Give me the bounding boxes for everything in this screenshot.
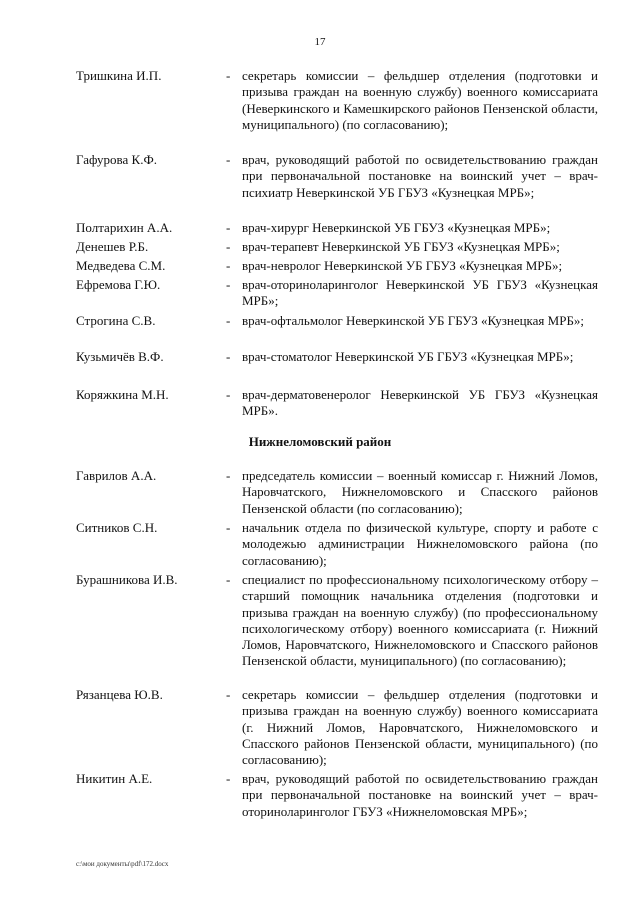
member-role: врач-офтальмолог Неверкинской УБ ГБУЗ «Кузнецкая МРБ»; xyxy=(242,313,585,328)
dash-separator: - xyxy=(226,572,231,587)
member-name: Коряжкина М.Н. xyxy=(76,387,169,402)
file-path-footer: c:\мои документы\pdf\172.docx xyxy=(76,860,169,868)
member-role: врач-хирург Неверкинской УБ ГБУЗ «Кузнецкая МРБ»; xyxy=(242,220,551,235)
member-name: Кузьмичёв В.Ф. xyxy=(76,349,164,364)
member-role: секретарь комиссии – фельдшер отделения (подготовки и призыва граждан на военную службу) военного комиссариата (г. Нижний Ломов, Наровчатского, Нижнеломовского и Спасского районов Пензенской области, муниципального) (по согласованию); xyxy=(242,687,598,768)
member-name: Тришкина И.П. xyxy=(76,68,162,83)
member-role: врач-оториноларинголог Неверкинской УБ ГБУЗ «Кузнецкая МРБ»; xyxy=(242,277,598,309)
member-role: врач-стоматолог Неверкинской УБ ГБУЗ «Кузнецкая МРБ»; xyxy=(242,349,574,364)
member-role: врач, руководящий работой по освидетельствованию граждан при первоначальной постановке на воинский учет – врач-психиатр Неверкинской УБ ГБУЗ «Кузнецкая МРБ»; xyxy=(242,152,598,200)
page-number: 17 xyxy=(314,36,326,48)
member-role: врач-невролог Неверкинской УБ ГБУЗ «Кузнецкая МРБ»; xyxy=(242,258,563,273)
dash-separator: - xyxy=(226,277,231,292)
member-name: Медведева С.М. xyxy=(76,258,166,273)
dash-separator: - xyxy=(226,687,231,702)
dash-separator: - xyxy=(226,771,231,786)
member-name: Ефремова Г.Ю. xyxy=(76,277,161,292)
member-name: Рязанцева Ю.В. xyxy=(76,687,163,702)
section-title: Нижнеломовский район xyxy=(248,434,392,449)
dash-separator: - xyxy=(226,239,231,254)
dash-separator: - xyxy=(226,520,231,535)
member-name: Строгина С.В. xyxy=(76,313,156,328)
dash-separator: - xyxy=(226,387,231,402)
member-role: секретарь комиссии – фельдшер отделения (подготовки и призыва граждан на военную службу) военного комиссариата (Неверкинского и Камешкирского районов Пензенской области, муниципального) (по согласованию); xyxy=(242,68,598,132)
dash-separator: - xyxy=(226,258,231,273)
member-name: Денешев Р.Б. xyxy=(76,239,149,254)
dash-separator: - xyxy=(226,468,231,483)
dash-separator: - xyxy=(226,220,231,235)
member-role: врач, руководящий работой по освидетельствованию граждан при первоначальной постановке на воинский учет – врач-оториноларинголог ГБУЗ «Нижнеломовская МРБ»; xyxy=(242,771,598,819)
dash-separator: - xyxy=(226,349,231,364)
dash-separator: - xyxy=(226,68,231,83)
member-name: Гаврилов А.А. xyxy=(76,468,157,483)
member-name: Полтарихин А.А. xyxy=(76,220,173,235)
member-role: врач-терапевт Неверкинской УБ ГБУЗ «Кузнецкая МРБ»; xyxy=(242,239,560,254)
dash-separator: - xyxy=(226,152,231,167)
member-name: Никитин А.Е. xyxy=(76,771,153,786)
member-role: врач-дерматовенеролог Неверкинской УБ ГБУЗ «Кузнецкая МРБ». xyxy=(242,387,598,419)
member-name: Гафурова К.Ф. xyxy=(76,152,157,167)
member-name: Бурашникова И.В. xyxy=(76,572,178,587)
member-name: Ситников С.Н. xyxy=(76,520,158,535)
member-role: председатель комиссии – военный комиссар г. Нижний Ломов, Наровчатского, Нижнеломовского и Спасского районов Пензенской области (по согласованию); xyxy=(242,468,598,516)
member-role: начальник отдела по физической культуре, спорту и работе с молодежью администрации Нижнеломовского района (по согласованию); xyxy=(242,520,598,568)
member-role: специалист по профессиональному психологическому отбору – старший помощник начальника отделения (подготовки и призыва граждан на военную службу) (по профессиональному психологическому отбору) военного комиссариата (г. Нижний Ломов, Наровчатского, Нижнеломовского и Спасского районов Пензенской области, муниципального) (по согласованию); xyxy=(242,572,598,669)
dash-separator: - xyxy=(226,313,231,328)
